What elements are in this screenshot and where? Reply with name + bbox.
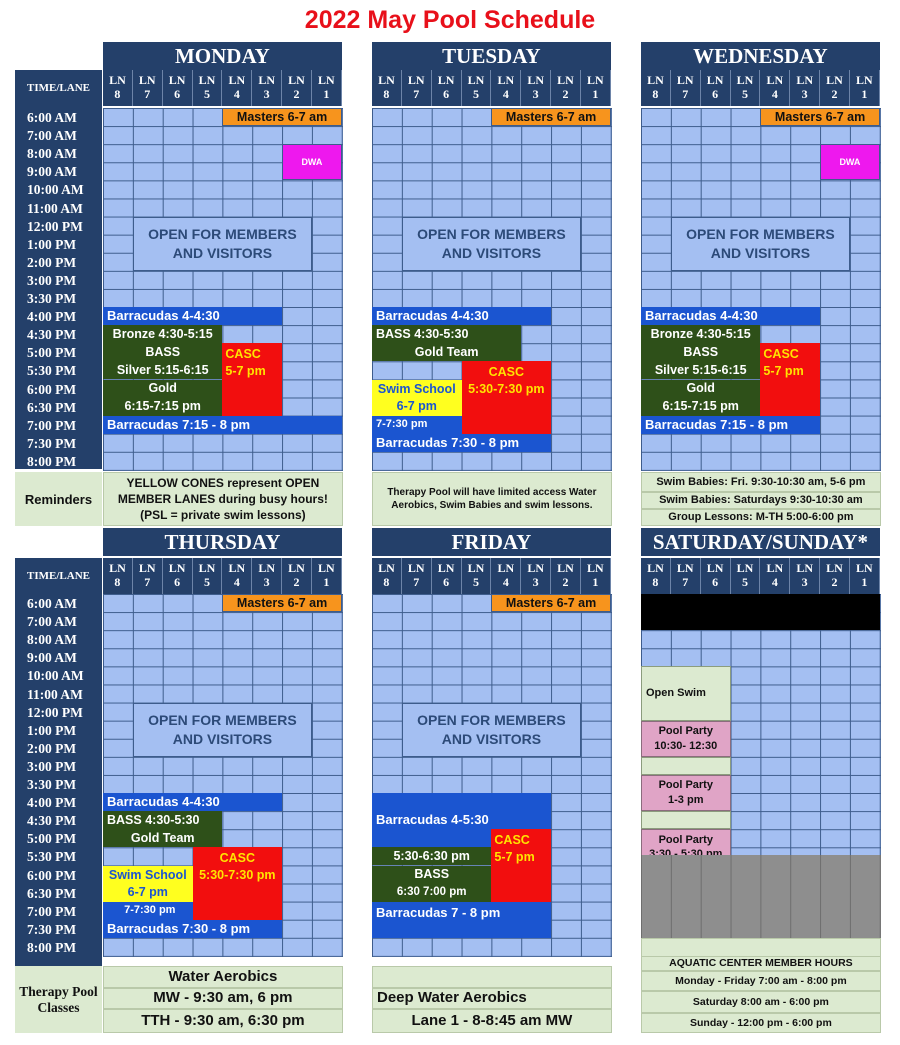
lane-number: 5 bbox=[203, 575, 210, 589]
lane-prefix: LN bbox=[407, 561, 425, 575]
lane-prefix: LN bbox=[288, 561, 305, 575]
lane-prefix: LN bbox=[318, 73, 335, 87]
lane-number: 2 bbox=[293, 575, 300, 589]
lane-number: 6 bbox=[174, 575, 181, 589]
lane-prefix: LN bbox=[676, 73, 694, 87]
member-hours-title: AQUATIC CENTER MEMBER HOURS bbox=[641, 956, 881, 971]
lane-header bbox=[581, 558, 611, 594]
gold-block: Gold bbox=[103, 380, 222, 398]
time-label: 1:00 PM bbox=[27, 722, 77, 738]
lane-header bbox=[163, 558, 193, 594]
green-gap-block bbox=[641, 811, 731, 829]
time-label: 8:00 AM bbox=[27, 146, 77, 162]
lane-prefix: LN bbox=[796, 73, 813, 87]
masters-block: Masters 6-7 am bbox=[222, 108, 341, 126]
gold-block: Gold bbox=[641, 380, 760, 398]
time-label: 3:00 PM bbox=[27, 272, 77, 288]
reminder-wed-3: Group Lessons: M-TH 5:00-6:00 pm bbox=[641, 509, 881, 526]
casc-block: CASC 5-7 pm bbox=[760, 343, 820, 415]
friday-630-block: 6:30 7:00 pm bbox=[372, 884, 491, 902]
lane-header bbox=[193, 558, 223, 594]
time-label: 7:00 PM bbox=[27, 417, 77, 433]
barracudas-block: Barracudas 4-4:30 bbox=[103, 307, 282, 325]
casc-block: CASC 5:30-7:30 pm bbox=[193, 847, 283, 919]
lane-number: 6 bbox=[174, 87, 181, 101]
casc-block: CASC 5:30-7:30 pm bbox=[462, 361, 552, 433]
lane-prefix: LN bbox=[856, 73, 873, 87]
lane-header bbox=[252, 70, 282, 106]
lane-header bbox=[850, 70, 880, 106]
lane-header bbox=[282, 558, 312, 594]
lane-number: 1 bbox=[861, 575, 868, 589]
lane-prefix: LN bbox=[437, 73, 455, 87]
time-label: 5:00 PM bbox=[27, 345, 77, 361]
lane-header bbox=[731, 558, 761, 594]
bronze-block: Bronze 4:30-5:15 bbox=[641, 325, 760, 343]
lane-header bbox=[641, 70, 671, 106]
time-label: 12:00 PM bbox=[27, 704, 83, 720]
bass-block: BASS 4:30-5:30 bbox=[103, 811, 222, 829]
barracudas-block: Barracudas 7:15 - 8 pm bbox=[103, 416, 342, 434]
lane-number: 2 bbox=[562, 575, 569, 589]
lane-prefix: LN bbox=[706, 561, 724, 575]
lane-header bbox=[701, 558, 731, 594]
lane-header bbox=[133, 558, 163, 594]
reminder-tuesday: Therapy Pool will have limited access Water Aerobics, Swim Babies and swim lessons. bbox=[372, 472, 612, 526]
time-label: 6:00 PM bbox=[27, 867, 77, 883]
lane-number: 1 bbox=[592, 575, 599, 589]
lane-prefix: LN bbox=[497, 73, 515, 87]
lane-number: 5 bbox=[741, 575, 748, 589]
dwa-block: DWA bbox=[820, 144, 880, 180]
masters-block: Masters 6-7 am bbox=[491, 594, 610, 612]
green-gap-block bbox=[641, 757, 731, 775]
pool-party-block: Pool Party bbox=[641, 829, 731, 865]
bronze-block: Bronze 4:30-5:15 bbox=[103, 325, 222, 343]
lane-number: 8 bbox=[383, 575, 390, 589]
lane-number: 4 bbox=[502, 87, 509, 101]
time-label: 3:30 PM bbox=[27, 777, 77, 792]
lane-header bbox=[820, 70, 850, 106]
time-label: 7:30 PM bbox=[27, 921, 77, 937]
lane-header bbox=[222, 558, 252, 594]
lane-prefix: LN bbox=[228, 73, 246, 87]
time-label: 9:00 AM bbox=[27, 164, 77, 180]
lane-number: 6 bbox=[712, 575, 719, 589]
day-header-tuesday: TUESDAY bbox=[372, 42, 611, 70]
lane-header bbox=[581, 70, 611, 106]
lane-number: 5 bbox=[741, 87, 748, 101]
lane-number: 8 bbox=[114, 87, 121, 101]
time-block: 7-7:30 pm bbox=[103, 902, 193, 920]
silver-block: Silver 5:15-6:15 bbox=[641, 361, 760, 379]
lane-number: 5 bbox=[203, 87, 210, 101]
silver-block: Silver 5:15-6:15 bbox=[103, 361, 222, 379]
lane-number: 7 bbox=[144, 87, 151, 101]
lane-prefix: LN bbox=[138, 73, 156, 87]
time-label: 8:00 PM bbox=[27, 939, 77, 955]
gold-time-block: 6:15-7:15 pm bbox=[103, 398, 222, 416]
time-label: 11:00 AM bbox=[27, 686, 83, 702]
lane-prefix: LN bbox=[856, 561, 873, 575]
time-lane-header: TIME/LANE bbox=[27, 82, 90, 94]
lane-number: 3 bbox=[263, 87, 270, 101]
lane-prefix: LN bbox=[527, 73, 544, 87]
lane-number: 1 bbox=[323, 575, 330, 589]
reminders-label: Reminders bbox=[15, 472, 102, 526]
lane-header bbox=[252, 558, 282, 594]
member-hours-weekdays: Monday - Friday 7:00 am - 8:00 pm bbox=[641, 971, 881, 991]
barracudas-block: Barracudas 4-4:30 bbox=[372, 307, 551, 325]
bass-block: BASS bbox=[103, 343, 222, 361]
lane-prefix: LN bbox=[138, 561, 156, 575]
time-label: 6:00 AM bbox=[27, 596, 77, 611]
lane-header bbox=[372, 558, 402, 594]
open-members-block: OPEN FOR MEMBERS AND VISITORS bbox=[133, 217, 312, 271]
therapy-mw: MW - 9:30 am, 6 pm bbox=[103, 988, 343, 1009]
lane-prefix: LN bbox=[467, 73, 485, 87]
lane-number: 7 bbox=[413, 87, 420, 101]
lane-header bbox=[103, 558, 133, 594]
time-label: 5:00 PM bbox=[27, 831, 77, 847]
lane-number: 3 bbox=[532, 575, 539, 589]
time-label: 10:00 AM bbox=[27, 182, 84, 198]
time-label: 4:30 PM bbox=[27, 327, 77, 343]
lane-prefix: LN bbox=[467, 561, 485, 575]
open-members-block: OPEN FOR MEMBERS AND VISITORS bbox=[671, 217, 850, 271]
lane-number: 4 bbox=[771, 575, 778, 589]
lane-number: 7 bbox=[682, 575, 689, 589]
time-label: 4:00 PM bbox=[27, 795, 77, 811]
time-label: 7:00 PM bbox=[27, 903, 77, 919]
lane-prefix: LN bbox=[288, 73, 305, 87]
lane-prefix: LN bbox=[168, 73, 186, 87]
lane-header bbox=[671, 70, 701, 106]
time-block: 7-7:30 pm bbox=[372, 416, 462, 434]
time-label: 5:30 PM bbox=[27, 849, 77, 865]
lane-prefix: LN bbox=[168, 561, 186, 575]
lane-number: 3 bbox=[801, 87, 808, 101]
lane-header bbox=[222, 70, 252, 106]
lane-prefix: LN bbox=[557, 73, 574, 87]
reminder-monday: YELLOW CONES represent OPEN MEMBER LANES during busy hours! (PSL = private swim lessons) bbox=[103, 472, 343, 526]
lane-prefix: LN bbox=[826, 561, 843, 575]
lane-prefix: LN bbox=[647, 561, 664, 575]
lane-header bbox=[760, 70, 790, 106]
lane-header bbox=[103, 70, 133, 106]
therapy-tth: TTH - 9:30 am, 6:30 pm bbox=[103, 1009, 343, 1033]
gold-team-block: Gold Team bbox=[372, 343, 521, 361]
lane-header bbox=[312, 70, 342, 106]
lane-prefix: LN bbox=[766, 73, 784, 87]
time-label: 7:30 PM bbox=[27, 435, 77, 451]
lane-prefix: LN bbox=[676, 561, 694, 575]
gold-team-block: Gold Team bbox=[103, 829, 222, 847]
pool-party-block: Pool Party 1-3 pm bbox=[641, 775, 731, 811]
lane-header bbox=[790, 558, 820, 594]
pool-party-block: Pool Party 10:30- 12:30 bbox=[641, 721, 731, 757]
lane-header bbox=[671, 558, 701, 594]
time-label: 7:00 AM bbox=[27, 128, 77, 144]
lane-number: 6 bbox=[712, 87, 719, 101]
lane-header bbox=[372, 70, 402, 106]
lane-prefix: LN bbox=[826, 73, 843, 87]
barracudas-block: Barracudas 7:30 - 8 pm bbox=[103, 920, 282, 938]
member-hours-saturday: Saturday 8:00 am - 6:00 pm bbox=[641, 991, 881, 1013]
time-label: 7:00 AM bbox=[27, 614, 77, 630]
lane-number: 2 bbox=[293, 87, 300, 101]
deep-water-aerobics: Deep Water Aerobics bbox=[372, 988, 612, 1009]
lane-header bbox=[462, 558, 492, 594]
time-label: 11:00 AM bbox=[27, 200, 83, 216]
lane-header bbox=[312, 558, 342, 594]
lane-number: 2 bbox=[831, 87, 838, 101]
lane-header bbox=[850, 558, 880, 594]
lane-header bbox=[491, 558, 521, 594]
lane-number: 3 bbox=[263, 575, 270, 589]
swim-school-block: Swim School 6-7 pm bbox=[372, 380, 462, 416]
time-label: 5:30 PM bbox=[27, 363, 77, 379]
lane-header bbox=[551, 70, 581, 106]
lane-prefix: LN bbox=[796, 561, 813, 575]
lane-header bbox=[402, 70, 432, 106]
barracudas-block: Barracudas 7 - 8 pm bbox=[372, 902, 551, 938]
lane-number: 5 bbox=[472, 575, 479, 589]
time-label: 3:30 PM bbox=[27, 291, 77, 306]
masters-block: Masters 6-7 am bbox=[491, 108, 610, 126]
lane-prefix: LN bbox=[587, 73, 604, 87]
swim-school-block: Swim School 6-7 pm bbox=[103, 866, 193, 902]
time-label: 2:00 PM bbox=[27, 254, 77, 270]
lane-prefix: LN bbox=[437, 561, 455, 575]
lane-prefix: LN bbox=[706, 73, 724, 87]
lane-prefix: LN bbox=[647, 73, 664, 87]
barracudas-block: Barracudas 4-4:30 bbox=[641, 307, 820, 325]
lane-prefix: LN bbox=[258, 561, 275, 575]
therapy-label: Therapy Pool Classes bbox=[15, 966, 102, 1033]
day-header-monday: MONDAY bbox=[103, 42, 342, 70]
lane-header bbox=[282, 70, 312, 106]
lane-number: 7 bbox=[682, 87, 689, 101]
lane-header bbox=[790, 70, 820, 106]
time-label: 12:00 PM bbox=[27, 218, 83, 234]
lane-prefix: LN bbox=[736, 561, 754, 575]
lane-prefix: LN bbox=[766, 561, 784, 575]
lane-header bbox=[641, 558, 671, 594]
lane-header bbox=[731, 70, 761, 106]
lane-prefix: LN bbox=[587, 561, 604, 575]
bass-block: BASS bbox=[372, 866, 491, 884]
time-label: 6:30 PM bbox=[27, 399, 77, 415]
time-label: 6:00 PM bbox=[27, 381, 77, 397]
masters-block: Masters 6-7 am bbox=[760, 108, 879, 126]
lane-number: 8 bbox=[114, 575, 121, 589]
lane-number: 4 bbox=[233, 87, 240, 101]
lane-header bbox=[491, 70, 521, 106]
lane-prefix: LN bbox=[557, 561, 574, 575]
lane-header bbox=[193, 70, 223, 106]
lane-prefix: LN bbox=[378, 561, 395, 575]
lane-prefix: LN bbox=[258, 73, 275, 87]
barracudas-block: Barracudas 7:30 - 8 pm bbox=[372, 434, 551, 452]
reminder-wed-2: Swim Babies: Saturdays 9:30-10:30 am bbox=[641, 492, 881, 509]
lane-header bbox=[521, 558, 551, 594]
bass-block: BASS 4:30-5:30 bbox=[372, 325, 521, 343]
day-header-wednesday: WEDNESDAY bbox=[641, 42, 880, 70]
lane-number: 2 bbox=[831, 575, 838, 589]
lane-number: 3 bbox=[532, 87, 539, 101]
open-members-block: OPEN FOR MEMBERS AND VISITORS bbox=[133, 703, 312, 757]
lane-number: 5 bbox=[472, 87, 479, 101]
open-members-block: OPEN FOR MEMBERS AND VISITORS bbox=[402, 217, 581, 271]
dwa-block: DWA bbox=[282, 144, 342, 180]
lane-header bbox=[820, 558, 850, 594]
time-label: 6:00 AM bbox=[27, 110, 77, 125]
time-label: 3:00 PM bbox=[27, 758, 77, 774]
lane-prefix: LN bbox=[198, 561, 216, 575]
open-swim-block: Open Swim bbox=[641, 666, 731, 720]
time-label: 9:00 AM bbox=[27, 650, 77, 666]
lane-header bbox=[462, 70, 492, 106]
masters-block: Masters 6-7 am bbox=[222, 594, 341, 612]
lane-number: 1 bbox=[323, 87, 330, 101]
friday-530-block: 5:30-6:30 pm bbox=[372, 847, 491, 865]
lane-header bbox=[432, 70, 462, 106]
open-members-block: OPEN FOR MEMBERS AND VISITORS bbox=[402, 703, 581, 757]
lane-number: 1 bbox=[861, 87, 868, 101]
lane-number: 4 bbox=[233, 575, 240, 589]
lane-prefix: LN bbox=[318, 561, 335, 575]
lane-prefix: LN bbox=[407, 73, 425, 87]
barracudas-block: Barracudas 4-5:30 bbox=[372, 793, 551, 847]
casc-block: CASC 5-7 pm bbox=[222, 343, 282, 415]
time-label: 4:00 PM bbox=[27, 309, 77, 325]
lane-header bbox=[701, 70, 731, 106]
closed-block bbox=[641, 855, 881, 938]
day-header-weekend: SATURDAY/SUNDAY* bbox=[641, 528, 880, 556]
barracudas-block: Barracudas 4-4:30 bbox=[103, 793, 282, 811]
day-header-thursday: THURSDAY bbox=[103, 528, 342, 556]
reminder-wed-1: Swim Babies: Fri. 9:30-10:30 am, 5-6 pm bbox=[641, 472, 881, 492]
lane-header bbox=[551, 558, 581, 594]
lane-number: 3 bbox=[801, 575, 808, 589]
lane-prefix: LN bbox=[497, 561, 515, 575]
lane-number: 2 bbox=[562, 87, 569, 101]
time-label: 1:00 PM bbox=[27, 236, 77, 252]
time-label: 2:00 PM bbox=[27, 740, 77, 756]
water-aerobics: Water Aerobics bbox=[103, 966, 343, 988]
day-header-friday: FRIDAY bbox=[372, 528, 611, 556]
lane-prefix: LN bbox=[527, 561, 544, 575]
friday-blank bbox=[372, 966, 612, 988]
lane-header bbox=[163, 70, 193, 106]
lane-prefix: LN bbox=[109, 561, 126, 575]
page-title: 2022 May Pool Schedule bbox=[304, 6, 596, 34]
casc-block: CASC 5-7 pm bbox=[491, 829, 551, 901]
lane-prefix: LN bbox=[378, 73, 395, 87]
bass-block: BASS bbox=[641, 343, 760, 361]
lane-prefix: LN bbox=[109, 73, 126, 87]
lane-number: 4 bbox=[502, 575, 509, 589]
lane-number: 6 bbox=[443, 87, 450, 101]
lane-number: 8 bbox=[652, 575, 659, 589]
lane-prefix: LN bbox=[228, 561, 246, 575]
lane-number: 8 bbox=[383, 87, 390, 101]
barracudas-block: Barracudas 7:15 - 8 pm bbox=[641, 416, 820, 434]
closed-block bbox=[641, 594, 880, 630]
time-label: 4:30 PM bbox=[27, 813, 77, 829]
time-lane-header: TIME/LANE bbox=[27, 570, 90, 582]
gold-time-block: 6:15-7:15 pm bbox=[641, 398, 760, 416]
lane-header bbox=[432, 558, 462, 594]
time-label: 8:00 PM bbox=[27, 453, 77, 469]
lane-prefix: LN bbox=[736, 73, 754, 87]
lane-number: 8 bbox=[652, 87, 659, 101]
lane-header bbox=[402, 558, 432, 594]
lane-number: 7 bbox=[144, 575, 151, 589]
weekend-bottom-row bbox=[641, 938, 881, 957]
member-hours-sunday: Sunday - 12:00 pm - 6:00 pm bbox=[641, 1013, 881, 1033]
lane-prefix: LN bbox=[198, 73, 216, 87]
lane-header bbox=[521, 70, 551, 106]
deep-water-time: Lane 1 - 8-8:45 am MW bbox=[372, 1009, 612, 1033]
time-column-spacer bbox=[15, 956, 102, 966]
time-label: 10:00 AM bbox=[27, 668, 84, 684]
lane-number: 4 bbox=[771, 87, 778, 101]
lane-number: 1 bbox=[592, 87, 599, 101]
time-label: 8:00 AM bbox=[27, 632, 77, 648]
lane-number: 7 bbox=[413, 575, 420, 589]
time-label: 6:30 PM bbox=[27, 885, 77, 901]
lane-number: 6 bbox=[443, 575, 450, 589]
lane-header bbox=[760, 558, 790, 594]
lane-header bbox=[133, 70, 163, 106]
